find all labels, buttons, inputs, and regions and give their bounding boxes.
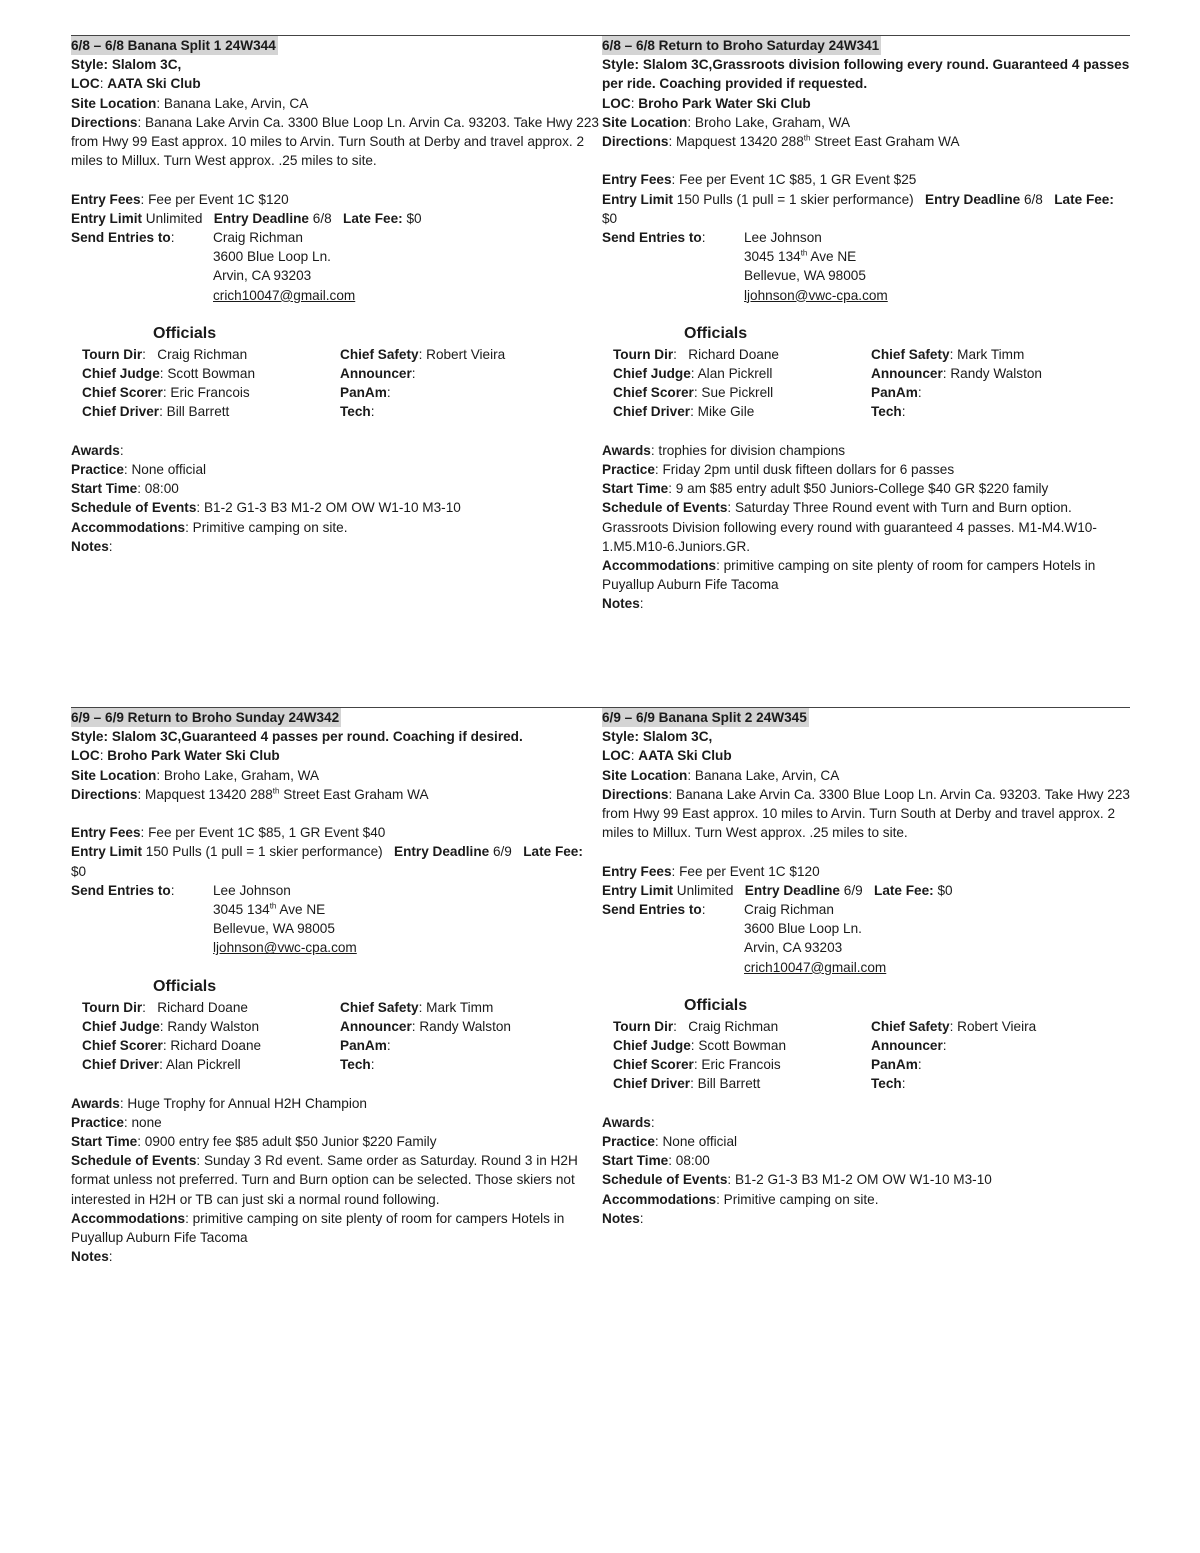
style-label: Style: (602, 729, 640, 745)
officials-grid: Tourn Dir: Richard Doane Chief Safety: Mark Timm Chief Judge: Alan Pickrell Announcer: Randy Walston Chief Scorer: Sue Pickrell PanAm: Chief Driver: Mike Gile Tech: (613, 346, 1042, 420)
address-line-2-end: Ave NE (276, 902, 326, 918)
event-title: 6/8 – 6/8 Return to Broho Saturday 24W341 (602, 36, 881, 55)
chief-driver-label: Chief Driver (82, 404, 160, 420)
officials-grid: Tourn Dir: Craig Richman Chief Safety: Robert Vieira Chief Judge: Scott Bowman Announcer: Chief Scorer: Eric Francois PanAm: Chief Driver: Bill Barrett Tech: (613, 1018, 1037, 1092)
announcer-label: Announcer (340, 366, 412, 382)
event-title: 6/9 – 6/9 Banana Split 2 24W345 (602, 708, 809, 727)
chief-judge-label: Chief Judge (82, 366, 160, 382)
schedule-label: Schedule of Events (602, 1172, 728, 1188)
tourn-dir-value: Craig Richman (157, 346, 248, 362)
tourn-dir-value: Richard Doane (688, 346, 779, 362)
practice-label: Practice (71, 462, 124, 478)
site-label: Site Location (71, 95, 157, 111)
chief-safety-label: Chief Safety (340, 999, 419, 1015)
tech-label: Tech (871, 1076, 902, 1092)
address-line-3: Bellevue, WA 98005 (213, 921, 335, 937)
directions-value: Mapquest 13420 288 (145, 786, 273, 802)
fees-label: Entry Fees (71, 191, 141, 207)
announcer-label: Announcer (340, 1018, 412, 1034)
chief-safety-label: Chief Safety (340, 346, 419, 362)
directions-value-end: Street East Graham WA (810, 134, 960, 150)
accommodations-label: Accommodations (602, 1191, 717, 1207)
loc-label: LOC (602, 748, 631, 764)
panam-label: PanAm (871, 1057, 918, 1073)
send-entries-label: Send Entries to (602, 230, 702, 246)
officials-heading: Officials (153, 324, 217, 342)
style-label: Style: (71, 57, 109, 73)
chief-scorer-label: Chief Scorer (82, 1038, 163, 1054)
chief-driver-value: Mike Gile (697, 404, 755, 420)
chief-scorer-label: Chief Scorer (613, 385, 694, 401)
style-value: Slalom 3C,Guaranteed 4 passes per round. Coaching if desired. (111, 729, 523, 745)
event-title: 6/9 – 6/9 Return to Broho Sunday 24W342 (71, 708, 341, 727)
deadline-value: 6/8 (1023, 191, 1043, 207)
loc-label: LOC (602, 95, 631, 111)
chief-scorer-value: Richard Doane (170, 1038, 262, 1054)
officials-heading: Officials (684, 996, 748, 1014)
address-line-2: 3600 Blue Loop Ln. (744, 921, 862, 937)
notes-label: Notes (71, 538, 109, 554)
chief-driver-value: Alan Pickrell (165, 1057, 241, 1073)
deadline-value: 6/9 (843, 882, 863, 898)
limit-value: 150 Pulls (1 pull = 1 skier performance) (676, 191, 914, 207)
practice-value: none (131, 1114, 162, 1130)
event-block-broho-sunday: 6/9 – 6/9 Return to Broho Sunday 24W342 Style: Slalom 3C,Guaranteed 4 passes per round. Coaching if desired. LOC: Broho Park Water Ski Club Site Location: Broho Lake, Graham, WA Directions: Mapquest 13420 288th Street East Graham WA Entry Fees: Fee per Event 1C $85, 1 GR Event $40 Entry Limit 150 Pulls (1 pull = 1 skier performance) Entry Deadline 6/9 Late Fee: $0 Send Entries to: Lee Johnson 3045 134th Ave NE Bellevue, WA 98005 ljohnson@vwc-cpa.com Officials Tourn Dir: Richard Doane Chief Safety: Mark Timm Chief Judge: Randy Walston Announcer: Randy Walston Chief Scorer: Richard Doane PanAm: Chief Driver: Alan Pickrell Tech: Awards: Huge Trophy for Annual H2H Champion Practice: none Start Time: 0900 entry fee $85 adult $50 Junior $220 Family Schedule of Events: Sunday 3 Rd event. Same order as Saturday. Round 3 in H2H format unless not preferred. Turn and Burn option can be selected. Those skiers not interested in H2H or TB can just ski a normal round following. Accommodations: primitive camping on site plenty of room for campers Hotels in Puyallup Auburn Fife Tacoma Notes: (71, 708, 599, 1266)
schedule-value: Sunday 3 Rd event. Same order as Saturday. Round 3 in H2H format unless not preferred. Turn and Burn option can be selected. Those skiers not interested in H2H or TB can just ski a normal round following. (71, 1153, 578, 1207)
accommodations-value: primitive camping on site plenty of room for campers Hotels in Puyallup Auburn Fife Tacoma (71, 1210, 565, 1246)
limit-value: Unlimited (676, 882, 734, 898)
chief-judge-value: Scott Bowman (698, 1038, 787, 1054)
directions-label: Directions (71, 786, 138, 802)
practice-label: Practice (602, 1134, 655, 1150)
announcer-value: Randy Walston (419, 1018, 511, 1034)
tourn-dir-value: Richard Doane (157, 999, 248, 1015)
accommodations-label: Accommodations (602, 558, 717, 574)
start-time-label: Start Time (71, 1134, 138, 1150)
chief-driver-label: Chief Driver (613, 1076, 691, 1092)
chief-scorer-value: Eric Francois (701, 1057, 781, 1073)
directions-label: Directions (71, 114, 138, 130)
tech-label: Tech (340, 404, 371, 420)
start-time-value: 08:00 (675, 1153, 710, 1169)
accommodations-value: primitive camping on site plenty of room for campers Hotels in Puyallup Auburn Fife Tacoma (602, 558, 1096, 593)
notes-label: Notes (602, 1210, 640, 1226)
practice-label: Practice (71, 1114, 124, 1130)
site-label: Site Location (71, 767, 157, 783)
start-time-value: 08:00 (144, 481, 179, 497)
loc-value: AATA Ski Club (638, 748, 732, 764)
event-title: 6/8 – 6/8 Banana Split 1 24W344 (71, 36, 278, 55)
address-line-3: Bellevue, WA 98005 (744, 268, 866, 284)
chief-judge-label: Chief Judge (82, 1018, 160, 1034)
chief-driver-value: Bill Barrett (697, 1076, 761, 1092)
late-fee-value: $0 (602, 210, 618, 226)
limit-label: Entry Limit (71, 210, 142, 226)
notes-label: Notes (602, 596, 640, 612)
start-time-value: 0900 entry fee $85 adult $50 Junior $220 Family (144, 1134, 437, 1150)
deadline-label: Entry Deadline (394, 844, 490, 860)
chief-safety-value: Robert Vieira (957, 1018, 1037, 1034)
email-link[interactable]: ljohnson@vwc-cpa.com (213, 940, 357, 956)
late-fee-label: Late Fee: (523, 844, 583, 860)
event-block-banana-split-2: 6/9 – 6/9 Banana Split 2 24W345 Style: Slalom 3C, LOC: AATA Ski Club Site Location: Banana Lake, Arvin, CA Directions: Banana Lake Arvin Ca. 3300 Blue Loop Ln. Arvin Ca. 93203. Take Hwy 223 from Hwy 99 East approx. 10 miles to Arvin. Turn South at Derby and travel approx. 2 miles to Millux. Turn West approx. .25 miles to site. Entry Fees: Fee per Event 1C $120 Entry Limit Unlimited Entry Deadline 6/9 Late Fee: $0 Send Entries to: Craig Richman 3600 Blue Loop Ln. Arvin, CA 93203 crich10047@gmail.com Officials Tourn Dir: Craig Richman Chief Safety: Robert Vieira Chief Judge: Scott Bowman Announcer: Chief Scorer: Eric Francois PanAm: Chief Driver: Bill Barrett Tech: Awards: Practice: None official Start Time: 08:00 Schedule of Events: B1-2 G1-3 B3 M1-2 OM OW W1-10 M3-10 Accommodations: Primitive camping on site. Notes: (602, 710, 1130, 1226)
style-label: Style: (602, 57, 640, 73)
tourn-dir-label: Tourn Dir (613, 1018, 674, 1034)
chief-safety-value: Robert Vieira (426, 346, 506, 362)
practice-value: None official (662, 1134, 738, 1150)
directions-label: Directions (602, 134, 669, 150)
limit-value: Unlimited (145, 210, 203, 226)
directions-label: Directions (602, 786, 669, 802)
deadline-label: Entry Deadline (744, 882, 840, 898)
announcer-label: Announcer (871, 366, 943, 382)
officials-grid: Tourn Dir: Richard Doane Chief Safety: Mark Timm Chief Judge: Randy Walston Announcer: Randy Walston Chief Scorer: Richard Doane PanAm: Chief Driver: Alan Pickrell Tech: (82, 999, 511, 1073)
ordinal-suffix: th (803, 133, 811, 143)
address-line-2: 3600 Blue Loop Ln. (213, 249, 331, 265)
deadline-value: 6/9 (492, 844, 512, 860)
send-entries-label: Send Entries to (602, 902, 702, 918)
chief-driver-label: Chief Driver (613, 404, 691, 420)
start-time-label: Start Time (602, 481, 669, 497)
directions-value: Mapquest 13420 288 (676, 134, 804, 150)
tourn-dir-label: Tourn Dir (82, 346, 143, 362)
late-fee-label: Late Fee: (343, 210, 403, 226)
schedule-label: Schedule of Events (602, 500, 728, 516)
start-time-label: Start Time (71, 481, 138, 497)
address-line-1: Lee Johnson (213, 882, 291, 898)
practice-value: None official (131, 462, 207, 478)
announcer-value: Randy Walston (950, 366, 1042, 382)
panam-label: PanAm (871, 385, 918, 401)
schedule-label: Schedule of Events (71, 1153, 197, 1169)
late-fee-label: Late Fee: (1054, 191, 1114, 207)
chief-judge-label: Chief Judge (613, 366, 691, 382)
address-line-1: Craig Richman (744, 902, 834, 918)
ordinal-suffix: th (800, 248, 808, 258)
loc-value: Broho Park Water Ski Club (638, 95, 811, 111)
directions-value-end: Street East Graham WA (279, 786, 429, 802)
fees-value: Fee per Event 1C $85, 1 GR Event $25 (679, 172, 917, 188)
event-block-banana-split-1: 6/8 – 6/8 Banana Split 1 24W344 Style: Slalom 3C, LOC: AATA Ski Club Site Location: Banana Lake, Arvin, CA Directions: Banana Lake Arvin Ca. 3300 Blue Loop Ln. Arvin Ca. 93203. Take Hwy 223 from Hwy 99 East approx. 10 miles to Arvin. Turn South at Derby and travel approx. 2 miles to Millux. Turn West approx. .25 miles to site. Entry Fees: Fee per Event 1C $120 Entry Limit Unlimited Entry Deadline 6/8 Late Fee: $0 Send Entries to: Craig Richman 3600 Blue Loop Ln. Arvin, CA 93203 crich10047@gmail.com Officials Tourn Dir: Craig Richman Chief Safety: Robert Vieira Chief Judge: Scott Bowman Announcer: Chief Scorer: Eric Francois PanAm: Chief Driver: Bill Barrett Tech: Awards: Practice: None official Start Time: 08:00 Schedule of Events: B1-2 G1-3 B3 M1-2 OM OW W1-10 M3-10 Accommodations: Primitive camping on site. Notes: (71, 38, 599, 554)
tech-label: Tech (340, 1057, 371, 1073)
chief-driver-value: Bill Barrett (166, 404, 230, 420)
deadline-label: Entry Deadline (925, 191, 1021, 207)
send-entries-label: Send Entries to (71, 882, 171, 898)
officials-heading: Officials (153, 977, 217, 995)
late-fee-value: $0 (71, 863, 87, 879)
style-value: Slalom 3C, (642, 729, 713, 745)
officials-heading: Officials (684, 324, 748, 342)
schedule-value: B1-2 G1-3 B3 M1-2 OM OW W1-10 M3-10 (203, 500, 461, 516)
ordinal-suffix: th (272, 786, 280, 796)
chief-scorer-label: Chief Scorer (82, 385, 163, 401)
loc-value: AATA Ski Club (107, 76, 201, 92)
limit-value: 150 Pulls (1 pull = 1 skier performance) (145, 844, 383, 860)
site-label: Site Location (602, 114, 688, 130)
schedule-label: Schedule of Events (71, 500, 197, 516)
chief-judge-label: Chief Judge (613, 1038, 691, 1054)
site-value: Banana Lake, Arvin, CA (694, 767, 840, 783)
accommodations-value: Primitive camping on site. (723, 1191, 879, 1207)
address-line-3: Arvin, CA 93203 (744, 940, 843, 956)
email-link[interactable]: ljohnson@vwc-cpa.com (744, 287, 888, 303)
site-value: Broho Lake, Graham, WA (694, 114, 851, 130)
limit-label: Entry Limit (602, 191, 673, 207)
limit-label: Entry Limit (602, 882, 673, 898)
practice-label: Practice (602, 462, 655, 478)
site-value: Banana Lake, Arvin, CA (163, 95, 309, 111)
late-fee-value: $0 (937, 882, 953, 898)
fees-value: Fee per Event 1C $85, 1 GR Event $40 (148, 825, 386, 841)
practice-value: Friday 2pm until dusk fifteen dollars for 6 passes (662, 462, 955, 478)
limit-label: Entry Limit (71, 844, 142, 860)
chief-judge-value: Randy Walston (167, 1018, 260, 1034)
awards-value: trophies for division champions (658, 442, 846, 458)
directions-value: Banana Lake Arvin Ca. 3300 Blue Loop Ln. Arvin Ca. 93203. Take Hwy 223 from Hwy 99 East approx. 10 miles to Arvin. Turn South at Derby and travel approx. 2 miles to Millux. Turn West approx. .25 miles to site. (71, 114, 599, 169)
event-block-broho-saturday: 6/8 – 6/8 Return to Broho Saturday 24W341 Style: Slalom 3C,Grassroots division following every round. Guaranteed 4 passes per ride. Coaching provided if requested. LOC: Broho Park Water Ski Club Site Location: Broho Lake, Graham, WA Directions: Mapquest 13420 288th Street East Graham WA Entry Fees: Fee per Event 1C $85, 1 GR Event $25 Entry Limit 150 Pulls (1 pull = 1 skier performance) Entry Deadline 6/8 Late Fee: $0 Send Entries to: Lee Johnson 3045 134th Ave NE Bellevue, WA 98005 ljohnson@vwc-cpa.com Officials Tourn Dir: Richard Doane Chief Safety: Mark Timm Chief Judge: Alan Pickrell Announcer: Randy Walston Chief Scorer: Sue Pickrell PanAm: Chief Driver: Mike Gile Tech: Awards: trophies for division champions Practice: Friday 2pm until dusk fifteen dollars for 6 passes Start Time: 9 am $85 entry adult $50 Juniors-College $40 GR $220 family Schedule of Events: Saturday Three Round event with Turn and Burn option. Grassroots Division following every round with guaranteed 4 passes. M1-M4.W10-1.M5.M10-6.Juniors.GR. Accommodations: primitive camping on site plenty of room for campers Hotels in Puyallup Auburn Fife Tacoma Notes: (602, 38, 1130, 612)
awards-label: Awards (602, 442, 651, 458)
start-time-value: 9 am $85 entry adult $50 Juniors-College $40 GR $220 family (675, 481, 1049, 497)
start-time-label: Start Time (602, 1153, 669, 1169)
schedule-value: B1-2 G1-3 B3 M1-2 OM OW W1-10 M3-10 (734, 1172, 992, 1188)
tech-label: Tech (871, 404, 902, 420)
accommodations-value: Primitive camping on site. (192, 519, 348, 535)
tourn-dir-value: Craig Richman (688, 1018, 779, 1034)
email-link[interactable]: crich10047@gmail.com (213, 287, 356, 303)
chief-safety-label: Chief Safety (871, 1018, 950, 1034)
style-label: Style: (71, 729, 109, 745)
awards-value: Huge Trophy for Annual H2H Champion (127, 1095, 367, 1111)
site-value: Broho Lake, Graham, WA (163, 767, 320, 783)
fees-label: Entry Fees (602, 172, 672, 188)
chief-judge-value: Scott Bowman (167, 366, 256, 382)
fees-value: Fee per Event 1C $120 (148, 191, 289, 207)
panam-label: PanAm (340, 385, 387, 401)
fees-label: Entry Fees (602, 863, 672, 879)
schedule-value: Saturday Three Round event with Turn and Burn option. Grassroots Division following every round with guaranteed 4 passes. M1-M4.W10-1.M5.M10-6.Juniors.GR. (602, 500, 1097, 554)
awards-label: Awards (71, 442, 120, 458)
awards-label: Awards (602, 1114, 651, 1130)
tourn-dir-label: Tourn Dir (613, 346, 674, 362)
address-line-2: 3045 134 (213, 902, 270, 918)
site-label: Site Location (602, 767, 688, 783)
officials-grid: Tourn Dir: Craig Richman Chief Safety: Robert Vieira Chief Judge: Scott Bowman Announcer: Chief Scorer: Eric Francois PanAm: Chief Driver: Bill Barrett Tech: (82, 346, 506, 420)
fees-label: Entry Fees (71, 825, 141, 841)
loc-label: LOC (71, 76, 100, 92)
address-line-1: Lee Johnson (744, 230, 822, 246)
address-line-2: 3045 134 (744, 249, 801, 265)
chief-scorer-label: Chief Scorer (613, 1057, 694, 1073)
notes-label: Notes (71, 1249, 109, 1265)
chief-safety-label: Chief Safety (871, 346, 950, 362)
ordinal-suffix: th (269, 901, 277, 911)
send-entries-label: Send Entries to (71, 230, 171, 246)
late-fee-label: Late Fee: (874, 882, 934, 898)
deadline-value: 6/8 (312, 210, 332, 226)
loc-value: Broho Park Water Ski Club (107, 748, 280, 764)
accommodations-label: Accommodations (71, 1210, 186, 1226)
panam-label: PanAm (340, 1038, 387, 1054)
chief-scorer-value: Sue Pickrell (701, 385, 774, 401)
loc-label: LOC (71, 748, 100, 764)
chief-safety-value: Mark Timm (426, 999, 494, 1015)
late-fee-value: $0 (406, 210, 422, 226)
awards-label: Awards (71, 1095, 120, 1111)
email-link[interactable]: crich10047@gmail.com (744, 959, 887, 975)
address-line-3: Arvin, CA 93203 (213, 268, 312, 284)
style-value: Slalom 3C, (111, 57, 182, 73)
address-line-1: Craig Richman (213, 230, 303, 246)
chief-safety-value: Mark Timm (957, 346, 1025, 362)
chief-scorer-value: Eric Francois (170, 385, 250, 401)
tourn-dir-label: Tourn Dir (82, 999, 143, 1015)
deadline-label: Entry Deadline (213, 210, 309, 226)
directions-value: Banana Lake Arvin Ca. 3300 Blue Loop Ln. Arvin Ca. 93203. Take Hwy 223 from Hwy 99 East approx. 10 miles to Arvin. Turn South at Derby and travel approx. 2 miles to Millux. Turn West approx. .25 miles to site. (602, 786, 1130, 841)
chief-driver-label: Chief Driver (82, 1057, 160, 1073)
accommodations-label: Accommodations (71, 519, 186, 535)
address-line-2-end: Ave NE (807, 249, 857, 265)
style-value: Slalom 3C,Grassroots division following every round. Guaranteed 4 passes per ride. Coaching provided if requested. (602, 57, 1130, 92)
announcer-label: Announcer (871, 1038, 943, 1054)
chief-judge-value: Alan Pickrell (697, 366, 773, 382)
fees-value: Fee per Event 1C $120 (679, 863, 820, 879)
